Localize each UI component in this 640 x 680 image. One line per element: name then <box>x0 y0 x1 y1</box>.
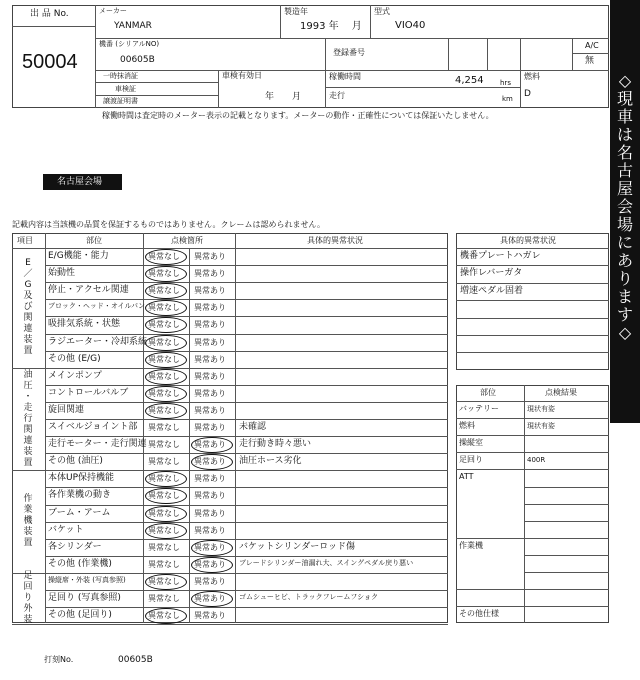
row-line <box>45 505 448 506</box>
abnormal-option: 異常あり <box>194 491 226 501</box>
group-label-char: 作 <box>23 494 33 505</box>
normal-option: 異常なし <box>148 337 180 347</box>
sidebar-char: ◇ <box>618 71 632 90</box>
group-label-char: 機 <box>23 516 33 527</box>
group-label-char: G <box>24 280 32 291</box>
row-line <box>456 318 609 319</box>
row-line <box>456 469 609 470</box>
row-part: E/G機能・能力 <box>48 251 109 261</box>
row-line <box>524 572 609 573</box>
abnormal-option: 異常あり <box>194 457 226 467</box>
column-line <box>143 233 144 623</box>
row-detail: ゴムシューヒビ、トラックフレームフショク <box>239 593 378 601</box>
selection-circle <box>191 540 233 556</box>
column-line <box>45 233 46 623</box>
ac-label: A/C <box>585 41 599 50</box>
row-line <box>45 299 448 300</box>
group-label-char: 回 <box>23 582 33 593</box>
normal-option: 異常なし <box>148 371 180 381</box>
row-line <box>456 300 609 301</box>
row-detail: 油圧ホース劣化 <box>239 456 302 467</box>
row-line <box>456 606 609 607</box>
sidebar-char: 屋 <box>616 179 633 198</box>
row-line <box>456 589 609 590</box>
hours-label: 稼働時間 <box>329 72 361 81</box>
group-label-char: ・ <box>23 391 33 402</box>
parts-row-part: 操縦室 <box>459 438 483 448</box>
location-tag: 名古屋会場 <box>43 174 122 190</box>
parts-row-part: 足回り <box>459 455 483 465</box>
row-detail: 未確認 <box>239 422 267 432</box>
abnormal-option: 異常あり <box>194 423 226 432</box>
normal-option: 異常なし <box>148 423 180 432</box>
row-line <box>45 487 448 488</box>
fuel: D <box>524 89 531 99</box>
parts-header-part: 部位 <box>480 388 496 397</box>
row-line <box>456 248 609 249</box>
hours-unit: hrs <box>500 79 511 87</box>
group-label-char: 装 <box>23 335 33 346</box>
group-label <box>22 494 34 549</box>
transfer-label: 譲渡証明書 <box>103 97 138 105</box>
group-label-char: り <box>23 593 33 604</box>
parts-row-result: 400R <box>527 456 546 465</box>
sidebar-char: す <box>616 305 633 324</box>
fuel-label: 燃料 <box>524 72 540 81</box>
abnormal-option: 異常あり <box>194 320 226 330</box>
group-label-char: 連 <box>23 324 33 335</box>
valid-date: 年 月 <box>265 92 302 102</box>
header-detail: 具体的異常状況 <box>307 236 363 245</box>
row-line <box>45 385 448 386</box>
sidebar-char: 古 <box>616 161 633 180</box>
abnormal-option: 異常あり <box>194 440 226 450</box>
row-line <box>45 351 448 352</box>
inspect-label: 車検証 <box>115 85 136 93</box>
abnormal-option: 異常あり <box>194 303 226 313</box>
row-line <box>456 401 609 402</box>
row-line <box>45 265 448 266</box>
group-label-char: 業 <box>23 505 33 516</box>
selection-circle <box>145 403 187 419</box>
group-label-char: 走 <box>23 402 33 413</box>
row-line <box>45 402 448 403</box>
row-line <box>45 316 448 317</box>
hours: 4,254 <box>455 75 484 86</box>
abnormal-option: 異常あり <box>194 576 226 586</box>
group-label-char: 行 <box>23 413 33 424</box>
abnormal-option: 異常あり <box>194 542 226 552</box>
selection-circle <box>145 369 187 385</box>
normal-option: 異常なし <box>148 542 180 552</box>
row-line <box>45 573 448 574</box>
abnormal-option: 異常あり <box>194 354 226 364</box>
group-label-char: 足 <box>23 571 33 582</box>
group-label-char: 及 <box>23 291 33 302</box>
extra-detail-item: 増速ペダル固着 <box>460 285 524 296</box>
selection-circle <box>145 523 187 539</box>
row-part: コントロールバルブ <box>48 387 129 398</box>
row-line <box>456 283 609 284</box>
sidebar-char: に <box>616 233 633 252</box>
normal-option: 異常なし <box>148 252 180 261</box>
header-part: 部位 <box>86 236 102 245</box>
disclaimer: 記載内容は当該機の品質を保証するものではありません。クレームは認められません。 <box>12 220 325 229</box>
parts-row-result: 現状有姿 <box>527 422 555 431</box>
hours-note: 稼働時間は査定時のメーター表示の記載となります。メーターの動作・正確性については保証いたしません。 <box>102 111 494 120</box>
normal-option: 異常なし <box>148 440 180 450</box>
normal-option: 異常なし <box>148 559 180 569</box>
model: VIO40 <box>395 20 426 31</box>
normal-option: 異常なし <box>148 491 180 501</box>
abnormal-option: 異常あり <box>194 337 226 347</box>
row-detail: 走行動き時々悪い <box>239 439 312 450</box>
serial: 00605B <box>120 55 155 65</box>
row-line <box>524 504 609 505</box>
row-line <box>456 265 609 266</box>
row-line <box>45 522 448 523</box>
normal-option: 異常なし <box>148 388 180 398</box>
normal-option: 異常なし <box>148 611 180 621</box>
row-line <box>456 435 609 436</box>
abnormal-option: 異常あり <box>194 594 226 603</box>
sidebar-char: 現 <box>616 89 633 108</box>
row-part: その他 (作業機) <box>48 558 112 569</box>
row-line <box>45 419 448 420</box>
parts-header-result: 点検結果 <box>545 388 577 397</box>
sidebar-char: あ <box>616 251 633 270</box>
extra-detail-item: 操作レバーガタ <box>460 268 523 279</box>
abnormal-option: 異常あり <box>194 611 226 621</box>
selection-circle <box>145 386 187 402</box>
row-part: その他 (E/G) <box>48 353 101 364</box>
sidebar-char: 場 <box>616 215 633 234</box>
row-part: ブーム・アーム <box>48 507 111 518</box>
group-label-char: 装 <box>23 615 33 626</box>
group-label-char: 装 <box>23 446 33 457</box>
row-line <box>45 436 448 437</box>
row-line <box>45 590 448 591</box>
row-part: バケット <box>48 524 84 535</box>
group-label-char: 装 <box>23 527 33 538</box>
row-part: 旋回関連 <box>48 404 85 415</box>
row-part: その他 (足回り) <box>48 610 112 621</box>
normal-option: 異常なし <box>148 576 180 586</box>
group-label-char: E <box>25 258 31 269</box>
km-unit: km <box>502 95 513 103</box>
row-line <box>45 453 448 454</box>
item-no: 50004 <box>22 51 78 73</box>
abnormal-option: 異常あり <box>194 269 226 279</box>
maker: YANMAR <box>114 21 152 31</box>
ac-value: 無 <box>585 56 595 66</box>
row-part: 本体UP保持機能 <box>48 473 115 484</box>
row-part: 足回り (写真参照) <box>48 593 121 603</box>
row-part: 吸排気系統・状態 <box>48 319 121 330</box>
header-check: 点検箇所 <box>171 236 203 245</box>
table-header-line <box>12 248 448 249</box>
sidebar-char: ま <box>616 287 633 306</box>
parts-row-part: 燃料 <box>459 421 475 431</box>
normal-option: 異常なし <box>148 508 180 518</box>
row-line <box>456 418 609 419</box>
parts-row-part: その他仕様 <box>459 609 499 619</box>
normal-option: 異常なし <box>148 457 180 467</box>
row-line <box>524 555 609 556</box>
group-label-char: 置 <box>23 346 33 357</box>
normal-option: 異常なし <box>148 303 180 313</box>
year-label: 製造年 <box>284 7 308 16</box>
serial-label: 機番 (シリアルNO) <box>99 40 160 48</box>
row-line <box>456 452 609 453</box>
normal-option: 異常なし <box>148 474 180 484</box>
stamp-label: 打刻No. <box>44 655 74 664</box>
group-label-char: び <box>23 302 33 313</box>
parts-row-part: バッテリー <box>459 404 499 413</box>
group-label <box>22 258 34 357</box>
abnormal-option: 異常あり <box>194 252 226 261</box>
row-part: 操縦席・外装 (写真参照) <box>48 575 126 584</box>
selection-circle <box>145 352 187 368</box>
row-line <box>45 470 448 471</box>
group-label-char: 連 <box>23 435 33 446</box>
extra-detail-item: 機番プレートハガレ <box>460 251 541 261</box>
row-line <box>456 538 609 539</box>
row-line <box>524 521 609 522</box>
selection-circle <box>191 557 233 573</box>
group-label <box>22 370 34 469</box>
sidebar-char: 会 <box>616 197 633 216</box>
row-part: 各シリンダー <box>48 541 102 552</box>
normal-option: 異常なし <box>148 594 180 603</box>
abnormal-option: 異常あり <box>194 286 226 296</box>
row-line <box>45 368 448 369</box>
group-label-char: 圧 <box>23 380 33 391</box>
group-label-char: 外 <box>23 604 33 615</box>
selection-circle <box>145 249 187 265</box>
row-line <box>45 624 448 625</box>
group-label-char: 関 <box>23 424 33 435</box>
normal-option: 異常なし <box>148 354 180 364</box>
parts-row-part: 作業機 <box>459 540 483 550</box>
maker-label: メーカー <box>99 7 127 15</box>
row-line <box>45 334 448 335</box>
abnormal-option: 異常あり <box>194 405 226 415</box>
row-line <box>524 487 609 488</box>
normal-option: 異常なし <box>148 286 180 296</box>
normal-option: 異常なし <box>148 525 180 535</box>
row-line <box>456 352 609 353</box>
sidebar-char: 車 <box>616 107 633 126</box>
abnormal-option: 異常あり <box>194 525 226 535</box>
row-line <box>45 607 448 608</box>
row-part: ラジエーター・冷却系統 <box>48 336 148 347</box>
item-no-label: 出 品 No. <box>30 9 69 19</box>
row-part: 停止・アクセル関連 <box>48 285 129 296</box>
group-label-char: 関 <box>23 313 33 324</box>
group-label <box>22 571 34 626</box>
abnormal-option: 異常あり <box>194 388 226 398</box>
row-detail: ブレードシリンダー油漏れ大、スイングペダル戻り悪い <box>239 558 414 567</box>
group-line <box>12 470 45 471</box>
abnormal-option: 異常あり <box>194 474 226 484</box>
group-label-char: 油 <box>23 369 33 380</box>
abnormal-option: 異常あり <box>194 371 226 381</box>
parts-row-result: 現状有姿 <box>527 405 555 413</box>
column-line <box>235 233 236 623</box>
row-part: スイベルジョイント部 <box>48 422 138 432</box>
location-sidebar <box>610 0 640 423</box>
group-label-char: ／ <box>23 269 33 280</box>
selection-circle <box>191 591 233 607</box>
normal-option: 異常なし <box>148 269 180 279</box>
group-label-char: 置 <box>23 457 33 468</box>
reg-label: 登録番号 <box>333 48 365 57</box>
abnormal-option: 異常あり <box>194 508 226 518</box>
normal-option: 異常なし <box>148 320 180 330</box>
parts-row-part: ATT <box>459 472 474 482</box>
year: 1993 年 月 <box>300 21 362 32</box>
selection-circle <box>145 574 187 590</box>
model-label: 型式 <box>374 7 390 16</box>
sidebar-char: は <box>616 125 633 144</box>
selection-circle <box>145 335 187 351</box>
row-line <box>45 539 448 540</box>
selection-circle <box>145 506 187 522</box>
row-part: 各作業機の動き <box>48 490 112 501</box>
km-label: 走行 <box>329 91 345 100</box>
row-part: 走行モーター・走行関連 <box>48 439 147 450</box>
check-label: 一時抹消証 <box>103 72 138 80</box>
row-part: 始動性 <box>48 268 76 279</box>
extra-detail-header: 具体的異常状況 <box>500 236 556 245</box>
row-part: その他 (油圧) <box>48 456 103 467</box>
row-line <box>45 282 448 283</box>
row-part: メインポンプ <box>48 370 102 381</box>
row-detail: バケットシリンダーロッド傷 <box>239 541 356 552</box>
stamp-value: 00605B <box>118 655 153 665</box>
abnormal-option: 異常あり <box>194 559 226 569</box>
normal-option: 異常なし <box>148 405 180 415</box>
valid-label: 車検有効日 <box>222 71 262 80</box>
group-label-char: 置 <box>23 538 33 549</box>
row-part: ブロック・ヘッド・オイルパン <box>48 302 146 311</box>
row-line <box>45 556 448 557</box>
sidebar-char: り <box>616 269 633 288</box>
header-item: 項目 <box>17 236 33 245</box>
row-line <box>456 335 609 336</box>
sidebar-char: 名 <box>616 143 633 162</box>
sidebar-char: ◇ <box>618 323 632 342</box>
